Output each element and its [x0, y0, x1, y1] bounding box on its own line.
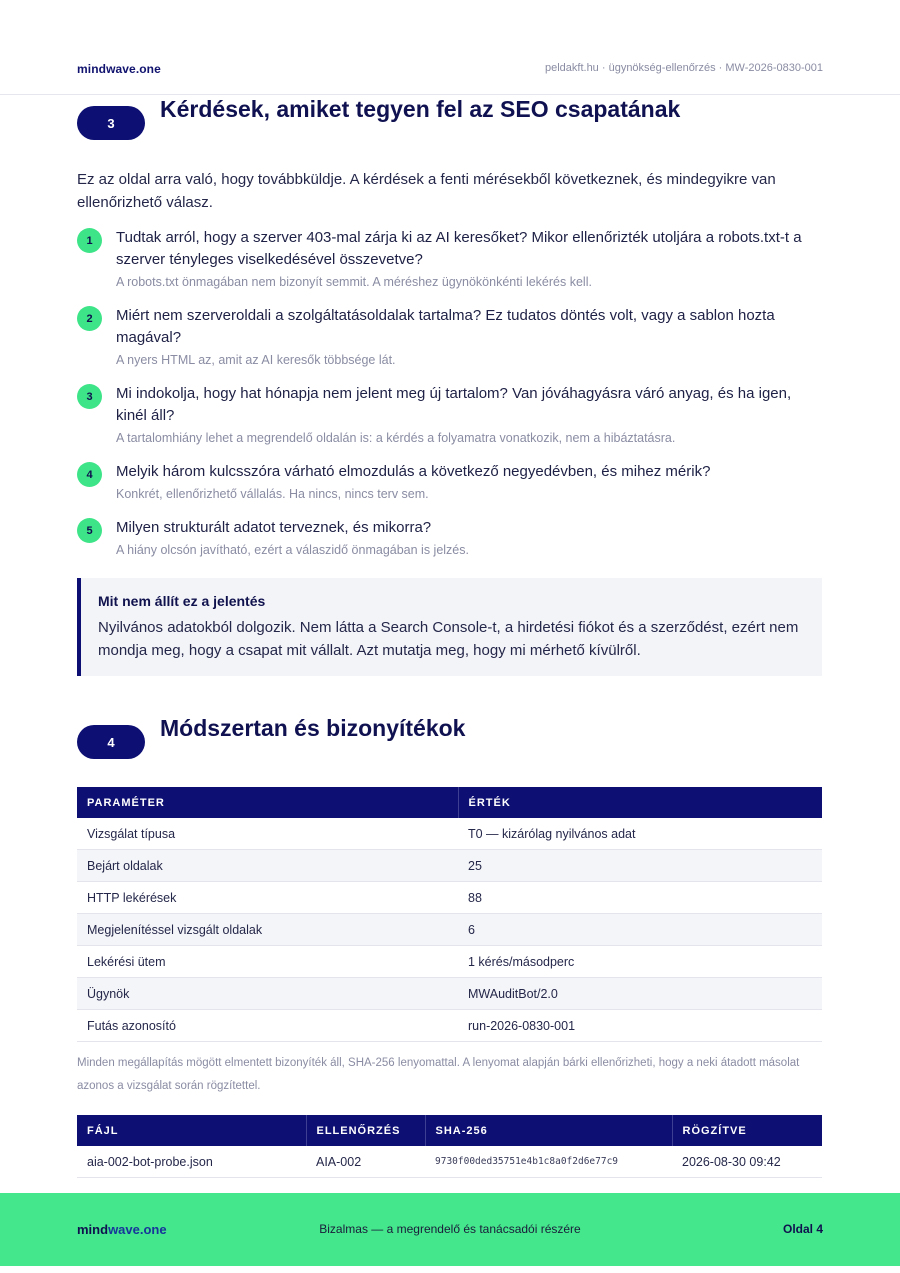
evidence-note: Minden megállapítás mögött elmentett bizonyíték áll, SHA-256 lenyomattal. A lenyomat alapján bárki ellenőrizheti, hogy a neki átadott másolat azonos a vizsgálat során rögzítettel.: [77, 1057, 800, 1092]
page-footer: [0, 1193, 900, 1266]
section-4-heading: [77, 715, 822, 755]
question-item: [77, 383, 822, 446]
section-number-badge: 4: [77, 725, 145, 759]
param-value: T0 — kizárólag nyilvános adat: [458, 818, 822, 850]
question-item: [77, 305, 822, 368]
question-note: Konkrét, ellenőrizhető vállalás. Ha nincs, nincs terv sem.: [116, 487, 429, 501]
section-title: Kérdések, amiket tegyen fel az SEO csapatának: [160, 96, 681, 122]
question-number-badge: 5: [77, 518, 102, 543]
table-row: [77, 818, 822, 850]
table-header-row: [77, 1115, 822, 1146]
question-text: Miért nem szerveroldali a szolgáltatásoldalak tartalma? Ez tudatos döntés volt, vagy a sablon hozta magával?: [116, 307, 775, 346]
section-3-heading: [77, 96, 822, 136]
question-number-badge: 3: [77, 384, 102, 409]
table-header-row: [77, 787, 822, 818]
parameters-table: [77, 787, 822, 1042]
table-row: [77, 850, 822, 882]
param-name: HTTP lekérések: [77, 882, 458, 914]
question-text: Milyen strukturált adatot terveznek, és mikorra?: [116, 519, 432, 536]
table-row: [77, 946, 822, 978]
param-name: Lekérési ütem: [77, 946, 458, 978]
column-header: ELLENŐRZÉS: [306, 1115, 425, 1146]
table-row: [77, 1146, 822, 1178]
question-item: [77, 227, 822, 290]
column-header: FÁJL: [77, 1115, 306, 1146]
question-number-badge: 2: [77, 306, 102, 331]
param-name: Bejárt oldalak: [77, 850, 458, 882]
column-header: ÉRTÉK: [458, 787, 822, 818]
question-text: Tudtak arról, hogy a szerver 403-mal zárja ki az AI keresőket? Mikor ellenőrizték utoljára a robots.txt-t a szerver tényleges viselkedésével összevetve?: [116, 229, 802, 268]
question-item: [77, 461, 822, 502]
section-number-badge: 3: [77, 106, 145, 140]
question-number-badge: 1: [77, 228, 102, 253]
question-note: A tartalomhiány lehet a megrendelő oldalán is: a kérdés a folyamatra vonatkozik, nem a hibáztatásra.: [116, 431, 676, 445]
param-value: run-2026-0830-001: [458, 1010, 822, 1042]
table-row: [77, 1010, 822, 1042]
question-note: A robots.txt önmagában nem bizonyít semmit. A méréshez ügynökönkénti lekérés kell.: [116, 275, 592, 289]
confidentiality-notice: Bizalmas — a megrendelő és tanácsadói részére: [319, 1222, 581, 1236]
footer-brand-part: mind: [77, 1222, 109, 1237]
table-row: [77, 882, 822, 914]
param-value: 25: [458, 850, 822, 882]
param-value: 88: [458, 882, 822, 914]
question-text: Melyik három kulcsszóra várható elmozdulás a következő negyedévben, és mihez mérik?: [116, 463, 711, 480]
callout-body: Nyilvános adatokból dolgozik. Nem látta a Search Console-t, a hirdetési fiókot és a szerződést, ezért nem mondja meg, hogy a csapat mit vállalt. Azt mutatja meg, hogy mi mérhető kívülről.: [98, 619, 799, 659]
question-number-badge: 4: [77, 462, 102, 487]
page-number: Oldal 4: [782, 1222, 823, 1236]
param-value: MWAuditBot/2.0: [458, 978, 822, 1010]
sha256-hash: 9730f00ded35751e4b1c8a0f2d6e77c9: [425, 1146, 672, 1178]
check-id: AIA-002: [306, 1146, 425, 1178]
callout-title: Mit nem állít ez a jelentés: [98, 593, 266, 609]
section-title: Módszertan és bizonyítékok: [160, 715, 466, 741]
file-name: aia-002-bot-probe.json: [77, 1146, 306, 1178]
question-item: [77, 517, 822, 558]
param-name: Vizsgálat típusa: [77, 818, 458, 850]
param-value: 6: [458, 914, 822, 946]
column-header: SHA-256: [425, 1115, 672, 1146]
question-note: A nyers HTML az, amit az AI keresők többsége lát.: [116, 353, 396, 367]
recorded-at: 2026-08-30 09:42: [672, 1146, 822, 1178]
param-value: 1 kérés/másodperc: [458, 946, 822, 978]
table-row: [77, 914, 822, 946]
page-header: [0, 0, 900, 95]
param-name: Ügynök: [77, 978, 458, 1010]
column-header: PARAMÉTER: [77, 787, 458, 818]
question-text: Mi indokolja, hogy hat hónapja nem jelent meg új tartalom? Van jóváhagyásra váró anyag, és ha igen, kinél áll?: [116, 385, 792, 424]
param-name: Futás azonosító: [77, 1010, 458, 1042]
column-header: RÖGZÍTVE: [672, 1115, 822, 1146]
section-intro: Ez az oldal arra való, hogy továbbküldje. A kérdések a fenti mérésekből következnek, és mindegyikre van ellenőrizhető válasz.: [77, 171, 776, 211]
question-note: A hiány olcsón javítható, ezért a válaszidő önmagában is jelzés.: [116, 543, 469, 557]
footer-brand-accent: wave.one: [108, 1222, 167, 1237]
brand-logo: mindwave.one: [77, 62, 161, 76]
evidence-files-table: [77, 1115, 822, 1178]
table-row: [77, 978, 822, 1010]
param-name: Megjelenítéssel vizsgált oldalak: [77, 914, 458, 946]
disclaimer-callout: [77, 578, 822, 676]
document-meta: peldakft.hu · ügynökség-ellenőrzés · MW-2026-0830-001: [544, 62, 823, 74]
